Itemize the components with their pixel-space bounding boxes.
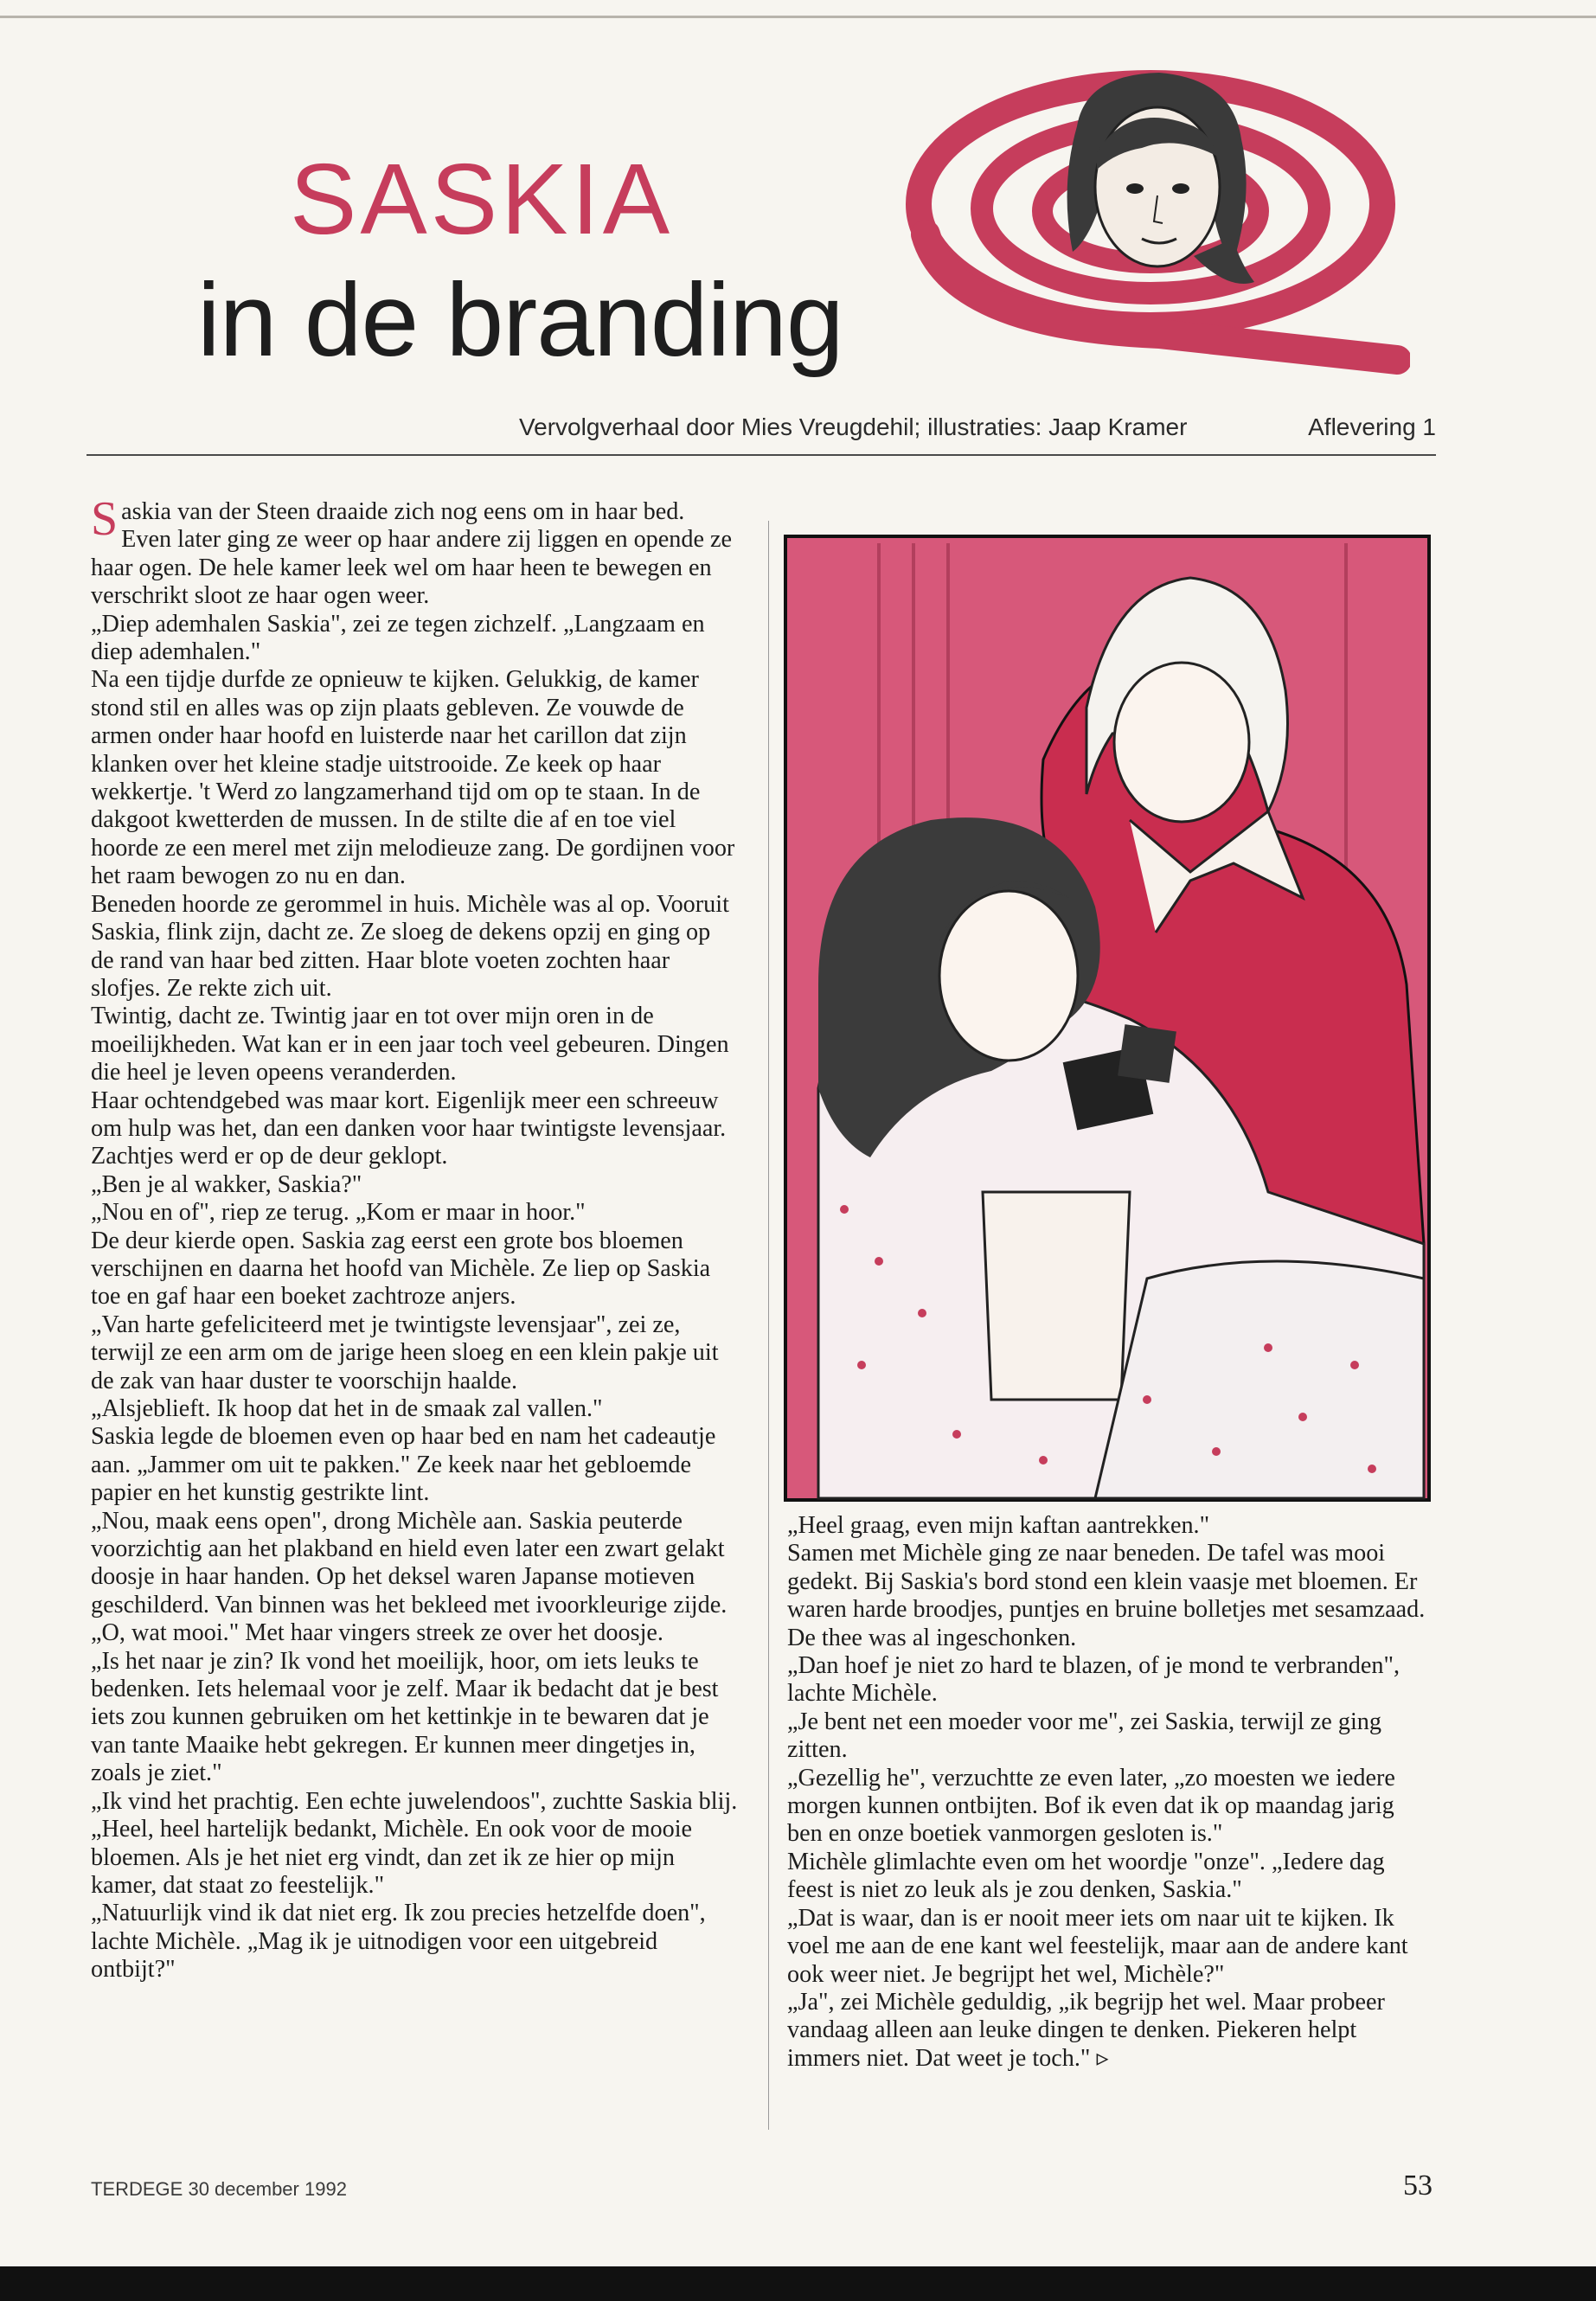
- byline-row: [519, 413, 1436, 441]
- drop-cap: S: [91, 492, 119, 546]
- byline-rule: [87, 454, 1436, 456]
- story-paragraph: Saskia legde de bloemen even op haar bed en nam het cadeautje aan. „Jammer om uit te pakken." Ze keek naar het gebloemde papier en het kunstig gestrikte lint.: [91, 1423, 716, 1507]
- story-paragraph: „Je bent net een moeder voor me", zei Saskia, terwijl ze ging zitten.: [787, 1708, 1381, 1764]
- story-paragraph: „O, wat mooi." Met haar vingers streek ze over het doosje.: [91, 1619, 663, 1647]
- story-paragraph: Na een tijdje durfde ze opnieuw te kijken. Gelukkig, de kamer stond stil en alles was op zijn plaats gebleven. Ze vouwde de armen onder haar hoofd en luisterde naar het carillon dat zijn klanken over het kleine stadje uitstrooide. Ze keek op haar wekkertje. 't Werd zo langzamerhand tijd om op te staan. In de dakgoot kwetterden de mussen. In de stilte die af en toe viel hoorde ze een merel met zijn melodieuze zang. De gordijnen voor het raam bewogen zo nu en dan.: [91, 666, 735, 890]
- scan-border: [0, 2266, 1596, 2301]
- story-paragraph: Michèle glimlachte even om het woordje "onze". „Iedere dag feest is niet zo leuk als je zou denken, Saskia.": [787, 1848, 1385, 1904]
- story-column-right: [787, 1512, 1427, 2073]
- story-paragraph: „Diep ademhalen Saskia", zei ze tegen zichzelf. „Langzaam en diep ademhalen.": [91, 610, 705, 666]
- episode-label: Aflevering 1: [1308, 413, 1436, 440]
- page-number: 53: [1403, 2170, 1433, 2202]
- story-paragraph: „Heel graag, even mijn kaftan aantrekken.": [787, 1512, 1210, 1539]
- story-paragraph: Zachtjes werd er op de deur geklopt.: [91, 1143, 448, 1170]
- story-paragraph: Haar ochtendgebed was maar kort. Eigenlijk meer een schreeuw om hulp was het, dan een danken voor haar twintigste levensjaar.: [91, 1086, 727, 1142]
- title-saskia: SASKIA: [290, 143, 674, 255]
- story-paragraph: Samen met Michèle ging ze naar beneden. De tafel was mooi gedekt. Bij Saskia's bord stond een klein vaasje met bloemen. Er waren harde broodjes, puntjes en bruine bolletjes met sesamzaad. De thee was al ingeschonken.: [787, 1540, 1426, 1651]
- story-paragraph: „Nou, maak eens open", drong Michèle aan. Saskia peuterde voorzichtig aan het plakband en hield even later een zwart gelakt doosje in haar handen. Op het deksel waren Japanse motieven geschilderd. Van binnen was het bekleed met ivoorkleurige zijde.: [91, 1507, 727, 1618]
- story-paragraph: „Is het naar je zin? Ik vond het moeilijk, hoor, om iets leuks te bedenken. Iets helemaal voor je zelf. Maar ik bedacht dat je best iets zou kunnen gebruiken om het kettinkje in te bewaren dat je van tante Maaike hebt gekregen. Er kunnen meer dingetjes in, zoals je ziet.": [91, 1647, 719, 1787]
- story-paragraph: „Ja", zei Michèle geduldig, „ik begrijp het wel. Maar probeer vandaag alleen aan leuke dingen te denken. Piekeren helpt immers niet. Dat weet je toch." ▹: [787, 1988, 1385, 2072]
- story-paragraph: askia van der Steen draaide zich nog eens om in haar bed. Even later ging ze weer op haar andere zij liggen en opende ze haar ogen. De hele kamer leek wel om haar heen te bewegen en verschrikt sloot ze haar ogen weer.: [91, 498, 733, 610]
- story-paragraph: „Dan hoef je niet zo hard te blazen, of je mond te verbranden", lachte Michèle.: [787, 1652, 1401, 1708]
- story-column-left: [91, 492, 738, 1984]
- publication-footer: TERDEGE 30 december 1992: [91, 2178, 347, 2200]
- story-paragraph: Twintig, dacht ze. Twintig jaar en tot over mijn oren in de moeilijkheden. Wat kan er in een jaar toch veel gebeuren. Dingen die heel je leven opeens veranderden.: [91, 1003, 729, 1086]
- byline-credits: Vervolgverhaal door Mies Vreugdehil; illustraties: Jaap Kramer: [519, 413, 1188, 440]
- story-paragraph: Beneden hoorde ze gerommel in huis. Michèle was al op. Vooruit Saskia, flink zijn, dacht ze. Ze sloeg de dekens opzij en ging op de rand van haar bed zitten. Haar blote voeten zochten haar slofjes. Ze rekte zich uit.: [91, 890, 729, 1002]
- story-paragraph: De deur kierde open. Saskia zag eerst een grote bos bloemen verschijnen en daarna het hoofd van Michèle. Ze liep op Saskia toe en gaf haar een boeket zachtroze anjers.: [91, 1227, 711, 1311]
- title-in-de-branding: in de branding: [197, 262, 843, 378]
- story-paragraph: „Ben je al wakker, Saskia?": [91, 1170, 362, 1198]
- story-paragraph: „Nou en of", riep ze terug. „Kom er maar in hoor.": [91, 1199, 586, 1227]
- story-paragraph: „Ik vind het prachtig. Een echte juwelendoos", zuchtte Saskia blij. „Heel, heel hartelijk bedankt, Michèle. En ook voor de mooie bloemen. Als je het niet erg vindt, dan zet ik ze hier op mijn kamer, dat staat zo feestelijk.": [91, 1787, 738, 1899]
- column-divider: [768, 521, 769, 2130]
- story-illustration: [784, 535, 1431, 1502]
- header-spiral-portrait-illustration: [900, 66, 1410, 377]
- story-paragraph: „Alsjeblieft. Ik hoop dat het in de smaak zal vallen.": [91, 1395, 603, 1422]
- story-paragraph: „Dat is waar, dan is er nooit meer iets om naar uit te kijken. Ik voel me aan de ene kant wel feestelijk, maar aan de andere kant ook weer niet. Je begrijpt het wel, Michèle?": [787, 1904, 1408, 1988]
- story-paragraph: „Van harte gefeliciteerd met je twintigste levensjaar", zei ze, terwijl ze een arm om de jarige heen sloeg en een klein pakje uit de zak van haar duster te voorschijn haalde.: [91, 1311, 719, 1394]
- story-paragraph: „Gezellig he", verzuchtte ze even later, „zo moesten we iedere morgen kunnen ontbijten. Bof ik even dat ik op maandag jarig ben en onze boetiek vanmorgen gesloten is.": [787, 1764, 1395, 1848]
- top-rule: [0, 16, 1596, 18]
- story-paragraph: „Natuurlijk vind ik dat niet erg. Ik zou precies hetzelfde doen", lachte Michèle. „Mag ik je uitnodigen voor een uitgebreid ontbijt?": [91, 1900, 706, 1984]
